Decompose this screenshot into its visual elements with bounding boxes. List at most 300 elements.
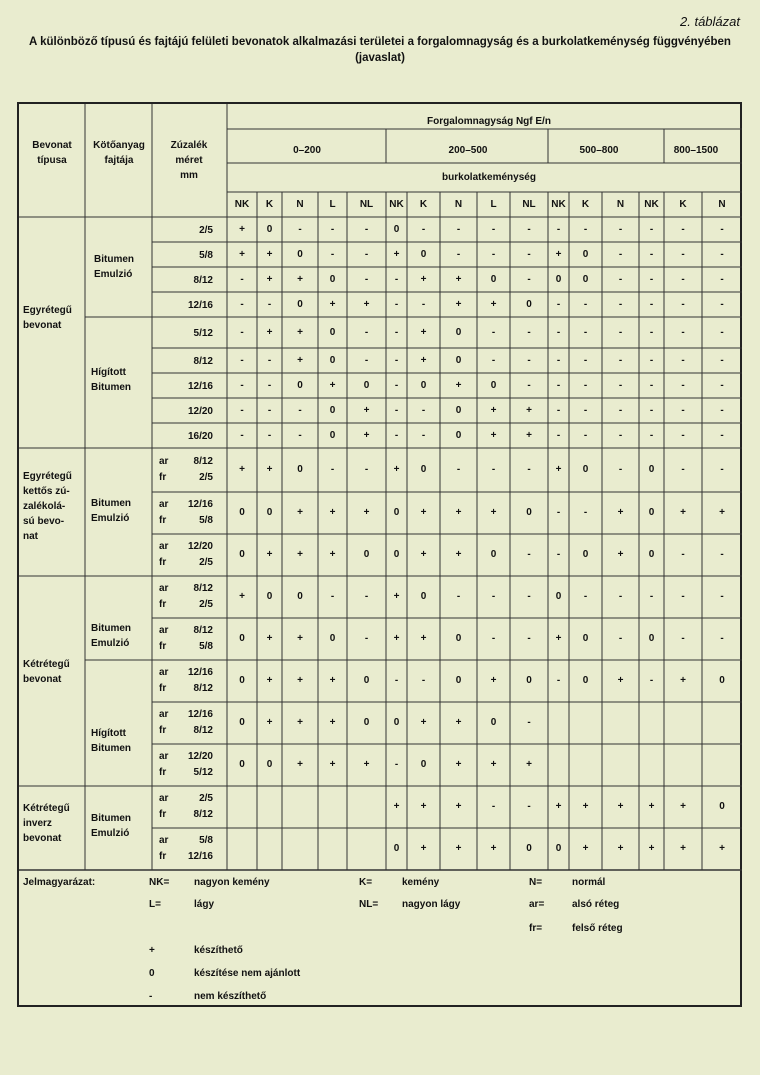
cell-value: + bbox=[526, 404, 532, 416]
cell-value: - bbox=[618, 326, 623, 338]
cell-value: + bbox=[420, 633, 427, 644]
subheader-n: N bbox=[296, 199, 304, 210]
cell-value: + bbox=[617, 843, 624, 854]
cell-value: - bbox=[649, 273, 654, 285]
cell-value: 0 bbox=[266, 759, 273, 770]
cell-value: 0 bbox=[526, 298, 532, 310]
cell-value: 0 bbox=[239, 633, 245, 644]
cell-value: - bbox=[720, 223, 724, 235]
cell-value: 0 bbox=[363, 379, 370, 391]
layer-ar-label: ar bbox=[159, 625, 169, 636]
cell-value: 0 bbox=[297, 298, 303, 310]
cell-value: - bbox=[527, 591, 531, 602]
cell-value: 0 bbox=[297, 248, 303, 260]
layer-fr-label: fr bbox=[159, 809, 167, 820]
cell-value: + bbox=[617, 507, 624, 518]
cell-value: + bbox=[455, 549, 462, 560]
cell-value: 0 bbox=[239, 549, 245, 560]
cell-value: - bbox=[618, 298, 623, 310]
cell-value: - bbox=[618, 429, 623, 441]
cell-value: 0 bbox=[455, 675, 462, 686]
cell-value: - bbox=[681, 298, 685, 310]
cell-value: - bbox=[330, 591, 335, 602]
size-label: 16/20 bbox=[187, 430, 213, 442]
cell-value: 0 bbox=[266, 223, 273, 235]
cell-value: 0 bbox=[420, 591, 427, 602]
cell-value: - bbox=[394, 326, 399, 338]
cell-value: + bbox=[266, 464, 273, 475]
legend-text-n: normál bbox=[572, 877, 606, 888]
cell-value: 0 bbox=[648, 507, 655, 518]
cell-value: - bbox=[267, 354, 272, 366]
cell-value: + bbox=[455, 843, 462, 854]
cell-value: - bbox=[681, 464, 685, 475]
cell-value: 0 bbox=[719, 675, 725, 686]
cell-value: 0 bbox=[393, 549, 400, 560]
cell-value: 0 bbox=[297, 464, 303, 475]
binder-bitumen-emulzio-2: Bitumen Emulzió bbox=[91, 498, 131, 524]
cell-value: - bbox=[527, 633, 531, 644]
cell-value: + bbox=[393, 464, 400, 475]
cell-value: - bbox=[649, 326, 654, 338]
cell-value: + bbox=[648, 843, 655, 854]
cell-value: + bbox=[297, 507, 303, 518]
cell-value: - bbox=[240, 379, 244, 391]
layer-fr-label: fr bbox=[159, 599, 167, 610]
cell-value: + bbox=[555, 248, 562, 260]
size-label: 8/12 bbox=[193, 274, 213, 286]
cell-value: + bbox=[526, 759, 532, 770]
cell-value: - bbox=[527, 464, 531, 475]
cell-value: - bbox=[649, 379, 654, 391]
cell-value: - bbox=[720, 354, 724, 366]
binder-bitumen-emulzio-4: Bitumen Emulzió bbox=[91, 813, 131, 839]
subheader-n: N bbox=[718, 199, 726, 210]
cell-value: 0 bbox=[582, 248, 589, 260]
cell-value: - bbox=[364, 633, 369, 644]
cell-value: + bbox=[329, 507, 336, 518]
cell-value: + bbox=[329, 379, 336, 391]
subheader-k: K bbox=[679, 199, 687, 210]
cell-value: + bbox=[555, 633, 562, 644]
cell-value: + bbox=[455, 298, 462, 310]
size-label-ar: 8/12 bbox=[193, 456, 213, 467]
cell-value: 0 bbox=[526, 675, 532, 686]
cell-value: - bbox=[618, 404, 623, 416]
cell-value: - bbox=[681, 379, 685, 391]
cell-value: - bbox=[720, 464, 724, 475]
subheader-l: L bbox=[490, 199, 497, 210]
cell-value: - bbox=[456, 464, 461, 475]
cell-value: + bbox=[329, 675, 336, 686]
cell-value: - bbox=[681, 549, 685, 560]
cell-value: + bbox=[680, 675, 686, 686]
cell-value: + bbox=[617, 801, 624, 812]
cell-value: + bbox=[393, 801, 400, 812]
cell-value: - bbox=[649, 248, 654, 260]
cell-value: + bbox=[555, 801, 562, 812]
cell-value: - bbox=[491, 354, 496, 366]
cell-value: + bbox=[239, 464, 245, 475]
size-label-fr: 5/12 bbox=[193, 767, 213, 778]
size-label-fr: 2/5 bbox=[199, 472, 213, 483]
size-label-fr: 8/12 bbox=[193, 725, 213, 736]
legend-key-zero: 0 bbox=[149, 968, 155, 979]
cell-value: - bbox=[556, 354, 561, 366]
cell-value: - bbox=[364, 354, 369, 366]
range-0-200: 0–200 bbox=[293, 145, 321, 156]
size-label-ar: 8/12 bbox=[193, 583, 213, 594]
cell-value: + bbox=[680, 507, 686, 518]
cell-value: - bbox=[364, 273, 369, 285]
cell-value: - bbox=[583, 591, 588, 602]
cell-value: - bbox=[556, 675, 561, 686]
legend-key-nk: NK= bbox=[149, 877, 170, 888]
cell-value: 0 bbox=[363, 549, 370, 560]
cell-value: - bbox=[556, 549, 561, 560]
size-label-fr: 12/16 bbox=[187, 851, 213, 862]
cell-value: 0 bbox=[297, 379, 303, 391]
legend-text-nl: nagyon lágy bbox=[402, 899, 461, 910]
cell-value: - bbox=[583, 223, 588, 235]
layer-fr-label: fr bbox=[159, 515, 167, 526]
table-number: 2. táblázat bbox=[680, 14, 740, 29]
legend-text-zero: készítése nem ajánlott bbox=[194, 968, 301, 979]
cell-value: + bbox=[617, 675, 624, 686]
cell-value: - bbox=[240, 404, 244, 416]
cell-value: + bbox=[393, 633, 400, 644]
cell-value: - bbox=[491, 223, 496, 235]
cell-value: - bbox=[720, 298, 724, 310]
cell-value: 0 bbox=[420, 759, 427, 770]
cell-value: 0 bbox=[239, 759, 245, 770]
cell-value: - bbox=[556, 298, 561, 310]
cell-value: + bbox=[490, 429, 497, 441]
cell-value: - bbox=[527, 549, 531, 560]
cell-value: 0 bbox=[420, 464, 427, 475]
cell-value: - bbox=[298, 404, 302, 416]
cell-value: - bbox=[240, 429, 244, 441]
cell-value: - bbox=[527, 223, 531, 235]
cell-value: - bbox=[330, 464, 335, 475]
cell-value: + bbox=[297, 633, 303, 644]
cell-value: + bbox=[297, 675, 303, 686]
group-ketreteg: Kétrétegű bevonat bbox=[23, 659, 70, 685]
cell-value: - bbox=[618, 633, 623, 644]
cell-value: + bbox=[297, 326, 303, 338]
cell-value: - bbox=[456, 248, 461, 260]
legend-text-nk: nagyon kemény bbox=[194, 877, 270, 888]
cell-value: - bbox=[298, 429, 302, 441]
cell-value: + bbox=[363, 429, 370, 441]
cell-value: - bbox=[364, 223, 369, 235]
legend-text-minus: nem készíthető bbox=[194, 991, 267, 1002]
binder-bitumen-emulzio-3: Bitumen Emulzió bbox=[91, 623, 131, 649]
layer-ar-label: ar bbox=[159, 709, 169, 720]
cell-value: - bbox=[720, 549, 724, 560]
cell-value: + bbox=[329, 298, 336, 310]
cell-value: + bbox=[455, 379, 462, 391]
binder-higitott-bitumen-1: Hígított Bitumen bbox=[91, 367, 131, 393]
cell-value: - bbox=[720, 379, 724, 391]
cell-value: 0 bbox=[455, 429, 462, 441]
cell-value: - bbox=[527, 379, 531, 391]
cell-value: - bbox=[720, 248, 724, 260]
header-forgalom: Forgalomnagyság Ngf E/n bbox=[427, 116, 551, 127]
layer-ar-label: ar bbox=[159, 583, 169, 594]
cell-value: - bbox=[491, 326, 496, 338]
cell-value: - bbox=[618, 379, 623, 391]
cell-value: + bbox=[455, 717, 462, 728]
cell-value: + bbox=[490, 675, 497, 686]
cell-value: + bbox=[455, 273, 462, 285]
cell-value: 0 bbox=[420, 379, 427, 391]
group-egyreteg: Egyrétegű bevonat bbox=[23, 305, 72, 331]
cell-value: + bbox=[329, 549, 336, 560]
layer-fr-label: fr bbox=[159, 641, 167, 652]
legend-text-fr: felső réteg bbox=[572, 923, 623, 934]
cell-value: + bbox=[363, 759, 370, 770]
cell-value: - bbox=[267, 379, 272, 391]
cell-value: - bbox=[649, 223, 654, 235]
cell-value: 0 bbox=[420, 248, 427, 260]
cell-value: - bbox=[240, 298, 244, 310]
size-label: 5/8 bbox=[199, 249, 213, 261]
layer-ar-label: ar bbox=[159, 456, 169, 467]
cell-value: + bbox=[680, 801, 686, 812]
range-800-1500: 800–1500 bbox=[673, 145, 719, 156]
cell-value: - bbox=[456, 591, 461, 602]
cell-value: - bbox=[394, 379, 399, 391]
cell-value: 0 bbox=[393, 843, 400, 854]
subheader-nl: NL bbox=[522, 199, 536, 210]
cell-value: - bbox=[491, 248, 496, 260]
cell-value: + bbox=[420, 326, 427, 338]
cell-value: 0 bbox=[329, 404, 336, 416]
cell-value: + bbox=[582, 801, 589, 812]
size-label-ar: 5/8 bbox=[199, 835, 213, 846]
layer-fr-label: fr bbox=[159, 725, 167, 736]
cell-value: + bbox=[582, 843, 589, 854]
cell-value: - bbox=[720, 591, 724, 602]
cell-value: - bbox=[394, 759, 399, 770]
table-title: A különböző típusú és fajtájú felületi bevonatok alkalmazási területei a forgalomnagyság és a burkolatkeménység függvényében (javaslat) bbox=[29, 36, 731, 64]
layer-ar-label: ar bbox=[159, 499, 169, 510]
layer-ar-label: ar bbox=[159, 835, 169, 846]
size-label-ar: 8/12 bbox=[193, 625, 213, 636]
legend-text-ar: alsó réteg bbox=[572, 899, 620, 910]
cell-value: - bbox=[394, 298, 399, 310]
subheader-n: N bbox=[454, 199, 463, 210]
cell-value: + bbox=[266, 633, 273, 644]
cell-value: + bbox=[329, 717, 336, 728]
legend-key-n: N= bbox=[529, 877, 543, 888]
cell-value: - bbox=[364, 464, 369, 475]
binder-higitott-bitumen-2: Hígított Bitumen bbox=[91, 728, 131, 754]
cell-value: 0 bbox=[455, 404, 462, 416]
cell-value: - bbox=[681, 223, 685, 235]
cell-value: - bbox=[618, 591, 623, 602]
cell-value: 0 bbox=[555, 273, 562, 285]
header-burkolat: burkolatkeménység bbox=[442, 172, 536, 183]
cell-value: 0 bbox=[719, 801, 725, 812]
cell-value: - bbox=[720, 429, 724, 441]
cell-value: - bbox=[421, 675, 426, 686]
cell-value: - bbox=[298, 223, 302, 235]
cell-value: - bbox=[527, 326, 531, 338]
cell-value: - bbox=[330, 248, 335, 260]
cell-value: 0 bbox=[297, 591, 303, 602]
layer-ar-label: ar bbox=[159, 751, 169, 762]
cell-value: + bbox=[266, 717, 273, 728]
cell-value: 0 bbox=[648, 549, 655, 560]
group-egyreteg-kettos: Egyrétegű kettős zú- zalékolá- sú bevo- nat bbox=[23, 471, 72, 542]
legend-text-k: kemény bbox=[402, 877, 440, 888]
legend-key-k: K= bbox=[359, 877, 373, 888]
subheader-n: N bbox=[616, 199, 625, 210]
cell-value: - bbox=[267, 404, 272, 416]
cell-value: - bbox=[527, 273, 531, 285]
cell-value: - bbox=[421, 298, 426, 310]
size-label-fr: 8/12 bbox=[193, 683, 213, 694]
cell-value: - bbox=[267, 429, 272, 441]
cell-value: 0 bbox=[648, 464, 655, 475]
cell-value: - bbox=[649, 591, 654, 602]
cell-value: - bbox=[681, 248, 685, 260]
cell-value: + bbox=[297, 717, 303, 728]
cell-value: + bbox=[420, 354, 427, 366]
cell-value: + bbox=[555, 464, 562, 475]
cell-value: 0 bbox=[329, 273, 336, 285]
size-label-fr: 2/5 bbox=[199, 599, 213, 610]
cell-value: - bbox=[364, 248, 369, 260]
cell-value: - bbox=[456, 223, 461, 235]
layer-fr-label: fr bbox=[159, 557, 167, 568]
cell-value: - bbox=[583, 404, 588, 416]
range-200-500: 200–500 bbox=[448, 145, 488, 156]
cell-value: - bbox=[240, 354, 244, 366]
cell-value: - bbox=[421, 223, 426, 235]
size-label-fr: 5/8 bbox=[199, 641, 213, 652]
cell-value: - bbox=[240, 273, 244, 285]
layer-ar-label: ar bbox=[159, 667, 169, 678]
subheader-nk: NK bbox=[551, 199, 566, 210]
cell-value: - bbox=[394, 429, 399, 441]
cell-value: 0 bbox=[329, 633, 336, 644]
cell-value: 0 bbox=[648, 633, 655, 644]
subheader-nk: NK bbox=[644, 199, 659, 210]
cell-value: 0 bbox=[239, 717, 245, 728]
cell-value: - bbox=[583, 507, 588, 518]
cell-value: + bbox=[239, 248, 245, 260]
size-label: 5/12 bbox=[193, 327, 213, 339]
cell-value: 0 bbox=[582, 464, 589, 475]
size-label-ar: 2/5 bbox=[199, 793, 213, 804]
cell-value: - bbox=[491, 464, 496, 475]
cell-value: 0 bbox=[266, 591, 273, 602]
cell-value: 0 bbox=[582, 549, 589, 560]
cell-value: + bbox=[420, 273, 427, 285]
cell-value: + bbox=[719, 843, 725, 854]
cell-value: + bbox=[239, 223, 245, 235]
cell-value: 0 bbox=[582, 273, 589, 285]
cell-value: - bbox=[618, 354, 623, 366]
cell-value: + bbox=[420, 549, 427, 560]
cell-value: + bbox=[617, 549, 624, 560]
cell-value: - bbox=[491, 591, 496, 602]
cell-value: + bbox=[363, 404, 370, 416]
legend-key-ar: ar= bbox=[529, 899, 545, 910]
cell-value: + bbox=[266, 326, 273, 338]
cell-value: 0 bbox=[490, 717, 497, 728]
cell-value: - bbox=[240, 326, 244, 338]
cell-value: - bbox=[330, 223, 335, 235]
size-label-ar: 12/20 bbox=[187, 751, 213, 762]
cell-value: - bbox=[681, 273, 685, 285]
cell-value: 0 bbox=[455, 354, 462, 366]
cell-value: + bbox=[420, 843, 427, 854]
cell-value: - bbox=[649, 298, 654, 310]
cell-value: 0 bbox=[582, 675, 589, 686]
size-label-ar: 12/16 bbox=[187, 499, 213, 510]
data-table bbox=[17, 102, 742, 1007]
subheader-k: K bbox=[581, 199, 590, 210]
cell-value: - bbox=[720, 633, 724, 644]
cell-value: 0 bbox=[393, 717, 400, 728]
cell-value: + bbox=[266, 549, 273, 560]
cell-value: + bbox=[297, 759, 303, 770]
legend-key-plus: + bbox=[149, 945, 155, 956]
cell-value: + bbox=[266, 675, 273, 686]
cell-value: - bbox=[583, 379, 588, 391]
cell-value: - bbox=[394, 273, 399, 285]
cell-value: - bbox=[491, 801, 496, 812]
cell-value: + bbox=[266, 248, 273, 260]
cell-value: - bbox=[421, 404, 426, 416]
cell-value: - bbox=[421, 429, 426, 441]
layer-fr-label: fr bbox=[159, 767, 167, 778]
cell-value: 0 bbox=[363, 675, 370, 686]
cell-value: 0 bbox=[455, 633, 462, 644]
cell-value: + bbox=[490, 759, 497, 770]
legend-title: Jelmagyarázat: bbox=[23, 877, 96, 888]
cell-value: 0 bbox=[363, 717, 370, 728]
cell-value: + bbox=[680, 843, 686, 854]
cell-value: - bbox=[394, 675, 399, 686]
size-label: 12/16 bbox=[187, 380, 213, 392]
cell-value: 0 bbox=[329, 326, 336, 338]
header-zuzalek: Zúzalék méret mm bbox=[170, 140, 208, 181]
cell-value: - bbox=[394, 354, 399, 366]
cell-value: - bbox=[556, 223, 561, 235]
cell-value: - bbox=[583, 354, 588, 366]
cell-value: + bbox=[239, 591, 245, 602]
layer-fr-label: fr bbox=[159, 851, 167, 862]
subheader-k: K bbox=[265, 199, 274, 210]
subheader-nl: NL bbox=[359, 199, 374, 210]
cell-value: - bbox=[649, 429, 654, 441]
cell-value: + bbox=[490, 404, 497, 416]
size-label: 2/5 bbox=[199, 224, 213, 236]
cell-value: 0 bbox=[239, 675, 245, 686]
cell-value: + bbox=[526, 429, 532, 441]
cell-value: - bbox=[618, 464, 623, 475]
size-label: 12/16 bbox=[187, 299, 213, 311]
cell-value: - bbox=[720, 326, 724, 338]
size-label-ar: 12/20 bbox=[187, 541, 213, 552]
cell-value: - bbox=[556, 326, 561, 338]
cell-value: 0 bbox=[526, 843, 532, 854]
